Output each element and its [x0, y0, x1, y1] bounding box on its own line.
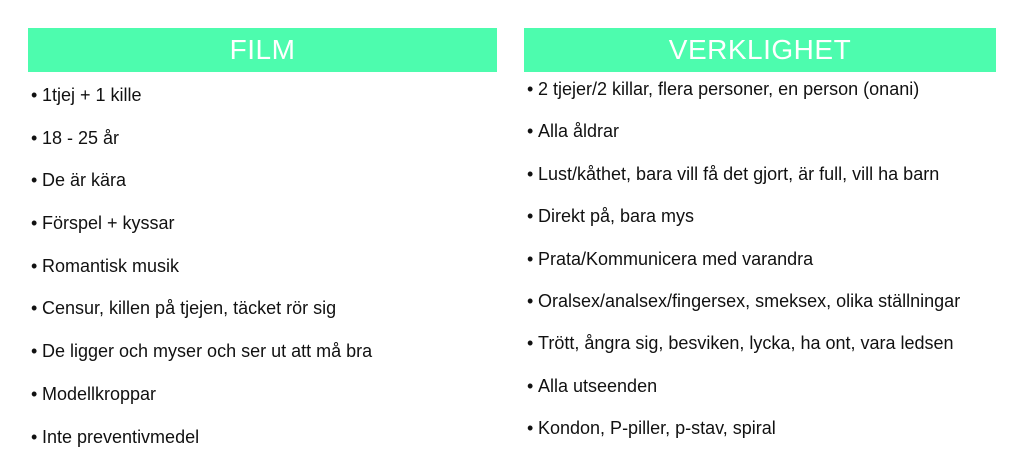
list-item: • Trött, ångra sig, besviken, lycka, ha ont, vara ledsen [527, 333, 954, 354]
list-item: • De ligger och myser och ser ut att må bra [31, 341, 373, 362]
bullet-icon: • [527, 418, 534, 439]
bullet-icon: • [527, 248, 534, 269]
verklighet-header: VERKLIGHET [524, 28, 996, 72]
bullet-icon: • [31, 298, 38, 319]
list-item: • Inte preventivmedel [31, 426, 200, 447]
bullet-icon: • [527, 79, 534, 99]
bullet-icon: • [527, 333, 534, 354]
list-item: • 1tjej + 1 kille [31, 85, 142, 105]
list-item: • Direkt på, bara mys [527, 206, 695, 227]
list-item: • 18 - 25 år [31, 127, 120, 148]
bullet-icon: • [31, 213, 38, 234]
list-item: • Romantisk musik [31, 255, 180, 276]
film-list [28, 84, 497, 448]
bullet-icon: • [31, 341, 38, 362]
bullet-icon: • [527, 290, 534, 311]
bullet-icon: • [31, 127, 38, 148]
list-item: • Kondon, P-piller, p-stav, spiral [527, 418, 776, 439]
bullet-icon: • [31, 85, 38, 105]
bullet-icon: • [31, 255, 38, 276]
bullet-icon: • [527, 206, 534, 227]
verklighet-list [524, 78, 996, 439]
film-column [28, 28, 497, 468]
verklighet-column [524, 28, 996, 460]
list-item: • Modellkroppar [31, 383, 157, 404]
bullet-icon: • [31, 426, 38, 447]
list-item: • De är kära [31, 170, 127, 191]
film-header: FILM [28, 28, 497, 72]
bullet-icon: • [31, 383, 38, 404]
list-item: • Förspel + kyssar [31, 213, 175, 234]
list-item: • Alla åldrar [527, 121, 620, 142]
list-item: • Oralsex/analsex/fingersex, smeksex, olika ställningar [527, 290, 961, 311]
list-item: • Alla utseenden [527, 375, 658, 396]
bullet-icon: • [527, 375, 534, 396]
list-item: • Lust/kåthet, bara vill få det gjort, är full, vill ha barn [527, 163, 940, 184]
bullet-icon: • [527, 121, 534, 142]
list-item: • Censur, killen på tjejen, täcket rör sig [31, 298, 337, 319]
list-item: • Prata/Kommunicera med varandra [527, 248, 814, 269]
bullet-icon: • [527, 163, 534, 184]
bullet-icon: • [31, 170, 38, 191]
list-item: • 2 tjejer/2 killar, flera personer, en person (onani) [527, 79, 920, 99]
